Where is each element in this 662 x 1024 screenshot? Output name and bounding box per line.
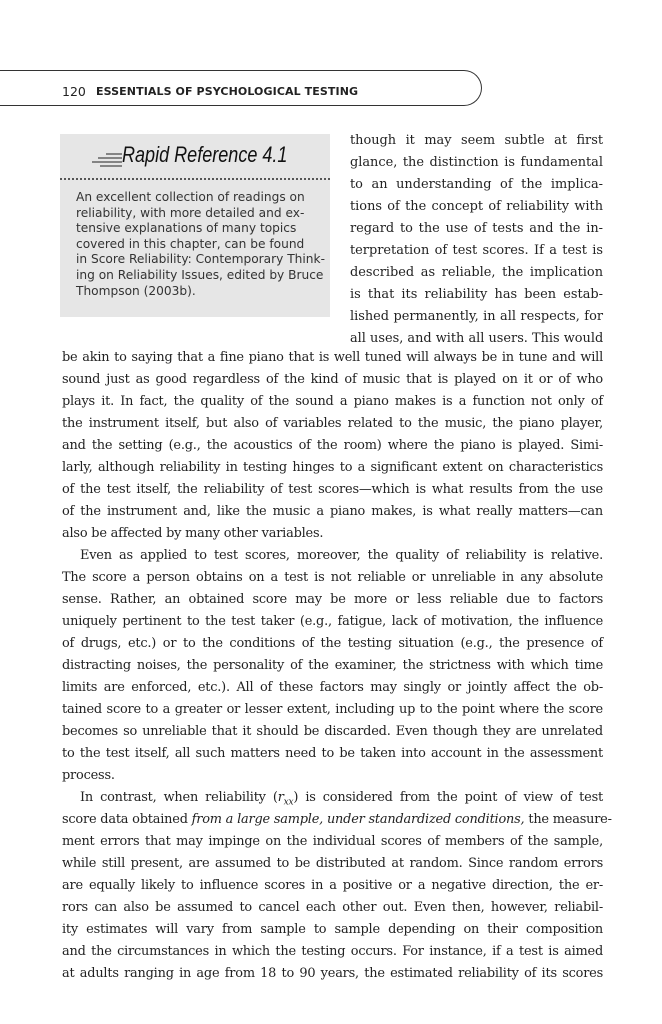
text-run: In contrast, when reliability ( — [80, 790, 278, 805]
body-line: The score a person obtains on a test is not reliable or unreliable in any absolute — [62, 570, 603, 585]
text-run: ) is considered from the point of view of test — [293, 790, 603, 805]
body-line: sense. Rather, an obtained score may be more or less reliable due to factors — [62, 592, 603, 607]
body-line: distracting noises, the personality of the examiner, the strictness with which time — [62, 658, 603, 673]
body-line — [62, 809, 612, 831]
body-line: and the setting (e.g., the acoustics of the room) where the piano is played. Simi- — [62, 438, 603, 453]
rr-line: reliability, with more detailed and ex- — [76, 205, 305, 220]
body-line: be akin to saying that a fine piano that is well tuned will always be in tune and will — [62, 350, 603, 365]
body-line: ment errors that may impinge on the individual scores of members of the sample, — [62, 834, 603, 849]
body-line: process. — [62, 768, 115, 783]
column-line: glance, the distinction is fundamental — [350, 155, 603, 170]
rr-line — [76, 252, 326, 268]
body-line: at adults ranging in age from 18 to 90 years, the estimated reliability of its scores — [62, 966, 603, 981]
body-line: of drugs, etc.) or to the conditions of the testing situation (e.g., the presence of — [62, 636, 603, 651]
rr-line: tensive explanations of many topics — [76, 221, 297, 236]
page-number: 120 — [62, 84, 86, 99]
rr-line: ing on Reliability Issues, edited by Bruce — [76, 267, 324, 282]
body-line: also be affected by many other variables. — [62, 526, 324, 541]
body-line: while still present, are assumed to be distributed at random. Since random errors — [62, 856, 603, 871]
rr-line-part: in Score Reliability: Contemporary Think- — [76, 252, 325, 267]
rr-line: Thompson (2003b). — [76, 283, 196, 298]
column-line: all uses, and with all users. This would — [350, 331, 604, 346]
body-line: to the test itself, all such matters need to be taken into account in the assessment — [62, 746, 603, 761]
text-run: score data obtained — [62, 812, 192, 827]
rr-line: covered in this chapter, can be found — [76, 236, 305, 251]
column-line: is that its reliability has been estab- — [350, 287, 603, 302]
reliability-symbol: r — [277, 790, 284, 805]
emphasis-text: from a large sample, under standardized conditions, — [191, 812, 525, 827]
column-line: tions of the concept of reliability with — [350, 199, 603, 214]
body-line: ity estimates will vary from sample to sample depending on their composition — [62, 922, 603, 937]
rr-line: An excellent collection of readings on — [76, 190, 305, 204]
body-line: sound just as good regardless of the kind of music that is played on it or of who — [62, 372, 603, 387]
body-line: the instrument itself, but also of variables related to the music, the piano player, — [62, 416, 603, 431]
reliability-subscript: xx — [283, 797, 294, 808]
body-line: of the instrument and, like the music a piano makes, is what really matters—can — [62, 504, 603, 519]
body-line: limits are enforced, etc.). All of these factors may singly or jointly affect the ob- — [62, 680, 603, 695]
body-line: uniquely pertinent to the test taker (e.g., fatigue, lack of motivation, the influence — [62, 614, 603, 629]
rapid-reference-body — [76, 190, 326, 299]
column-line: lished permanently, in all respects, for — [350, 309, 603, 324]
book-title: ESSENTIALS OF PSYCHOLOGICAL TESTING — [96, 85, 359, 98]
speed-lines-icon — [92, 150, 122, 170]
body-line: tained score to a greater or lesser extent, including up to the point where the score — [62, 702, 603, 717]
body-line: and the circumstances in which the testing occurs. For instance, if a test is aimed — [62, 944, 603, 959]
column-line: described as reliable, the implication — [350, 265, 603, 280]
column-line: though it may seem subtle at first — [350, 133, 603, 148]
column-line: regard to the use of tests and the in- — [350, 221, 603, 236]
body-line: plays it. In fact, the quality of the sound a piano makes is a function not only of — [62, 394, 603, 409]
body-line: rors can also be assumed to cancel each other out. Even then, however, reliabil- — [62, 900, 603, 915]
text-run: the measure- — [524, 812, 612, 827]
rapid-reference-title: Rapid Reference 4.1 — [122, 142, 288, 167]
body-line: are equally likely to influence scores in a positive or a negative direction, the er- — [62, 878, 603, 893]
body-line: of the test itself, the reliability of test scores—which is what results from the use — [62, 482, 603, 497]
column-line: to an understanding of the implica- — [350, 177, 603, 192]
rapid-reference-divider — [60, 178, 330, 180]
body-line: larly, although reliability in testing hinges to a significant extent on characteristics — [62, 460, 603, 475]
column-line: terpretation of test scores. If a test is — [350, 243, 603, 258]
body-line — [62, 787, 603, 809]
body-line: Even as applied to test scores, moreover, the quality of reliability is relative. — [80, 548, 603, 563]
body-line: becomes so unreliable that it should be discarded. Even though they are unrelated — [62, 724, 603, 739]
